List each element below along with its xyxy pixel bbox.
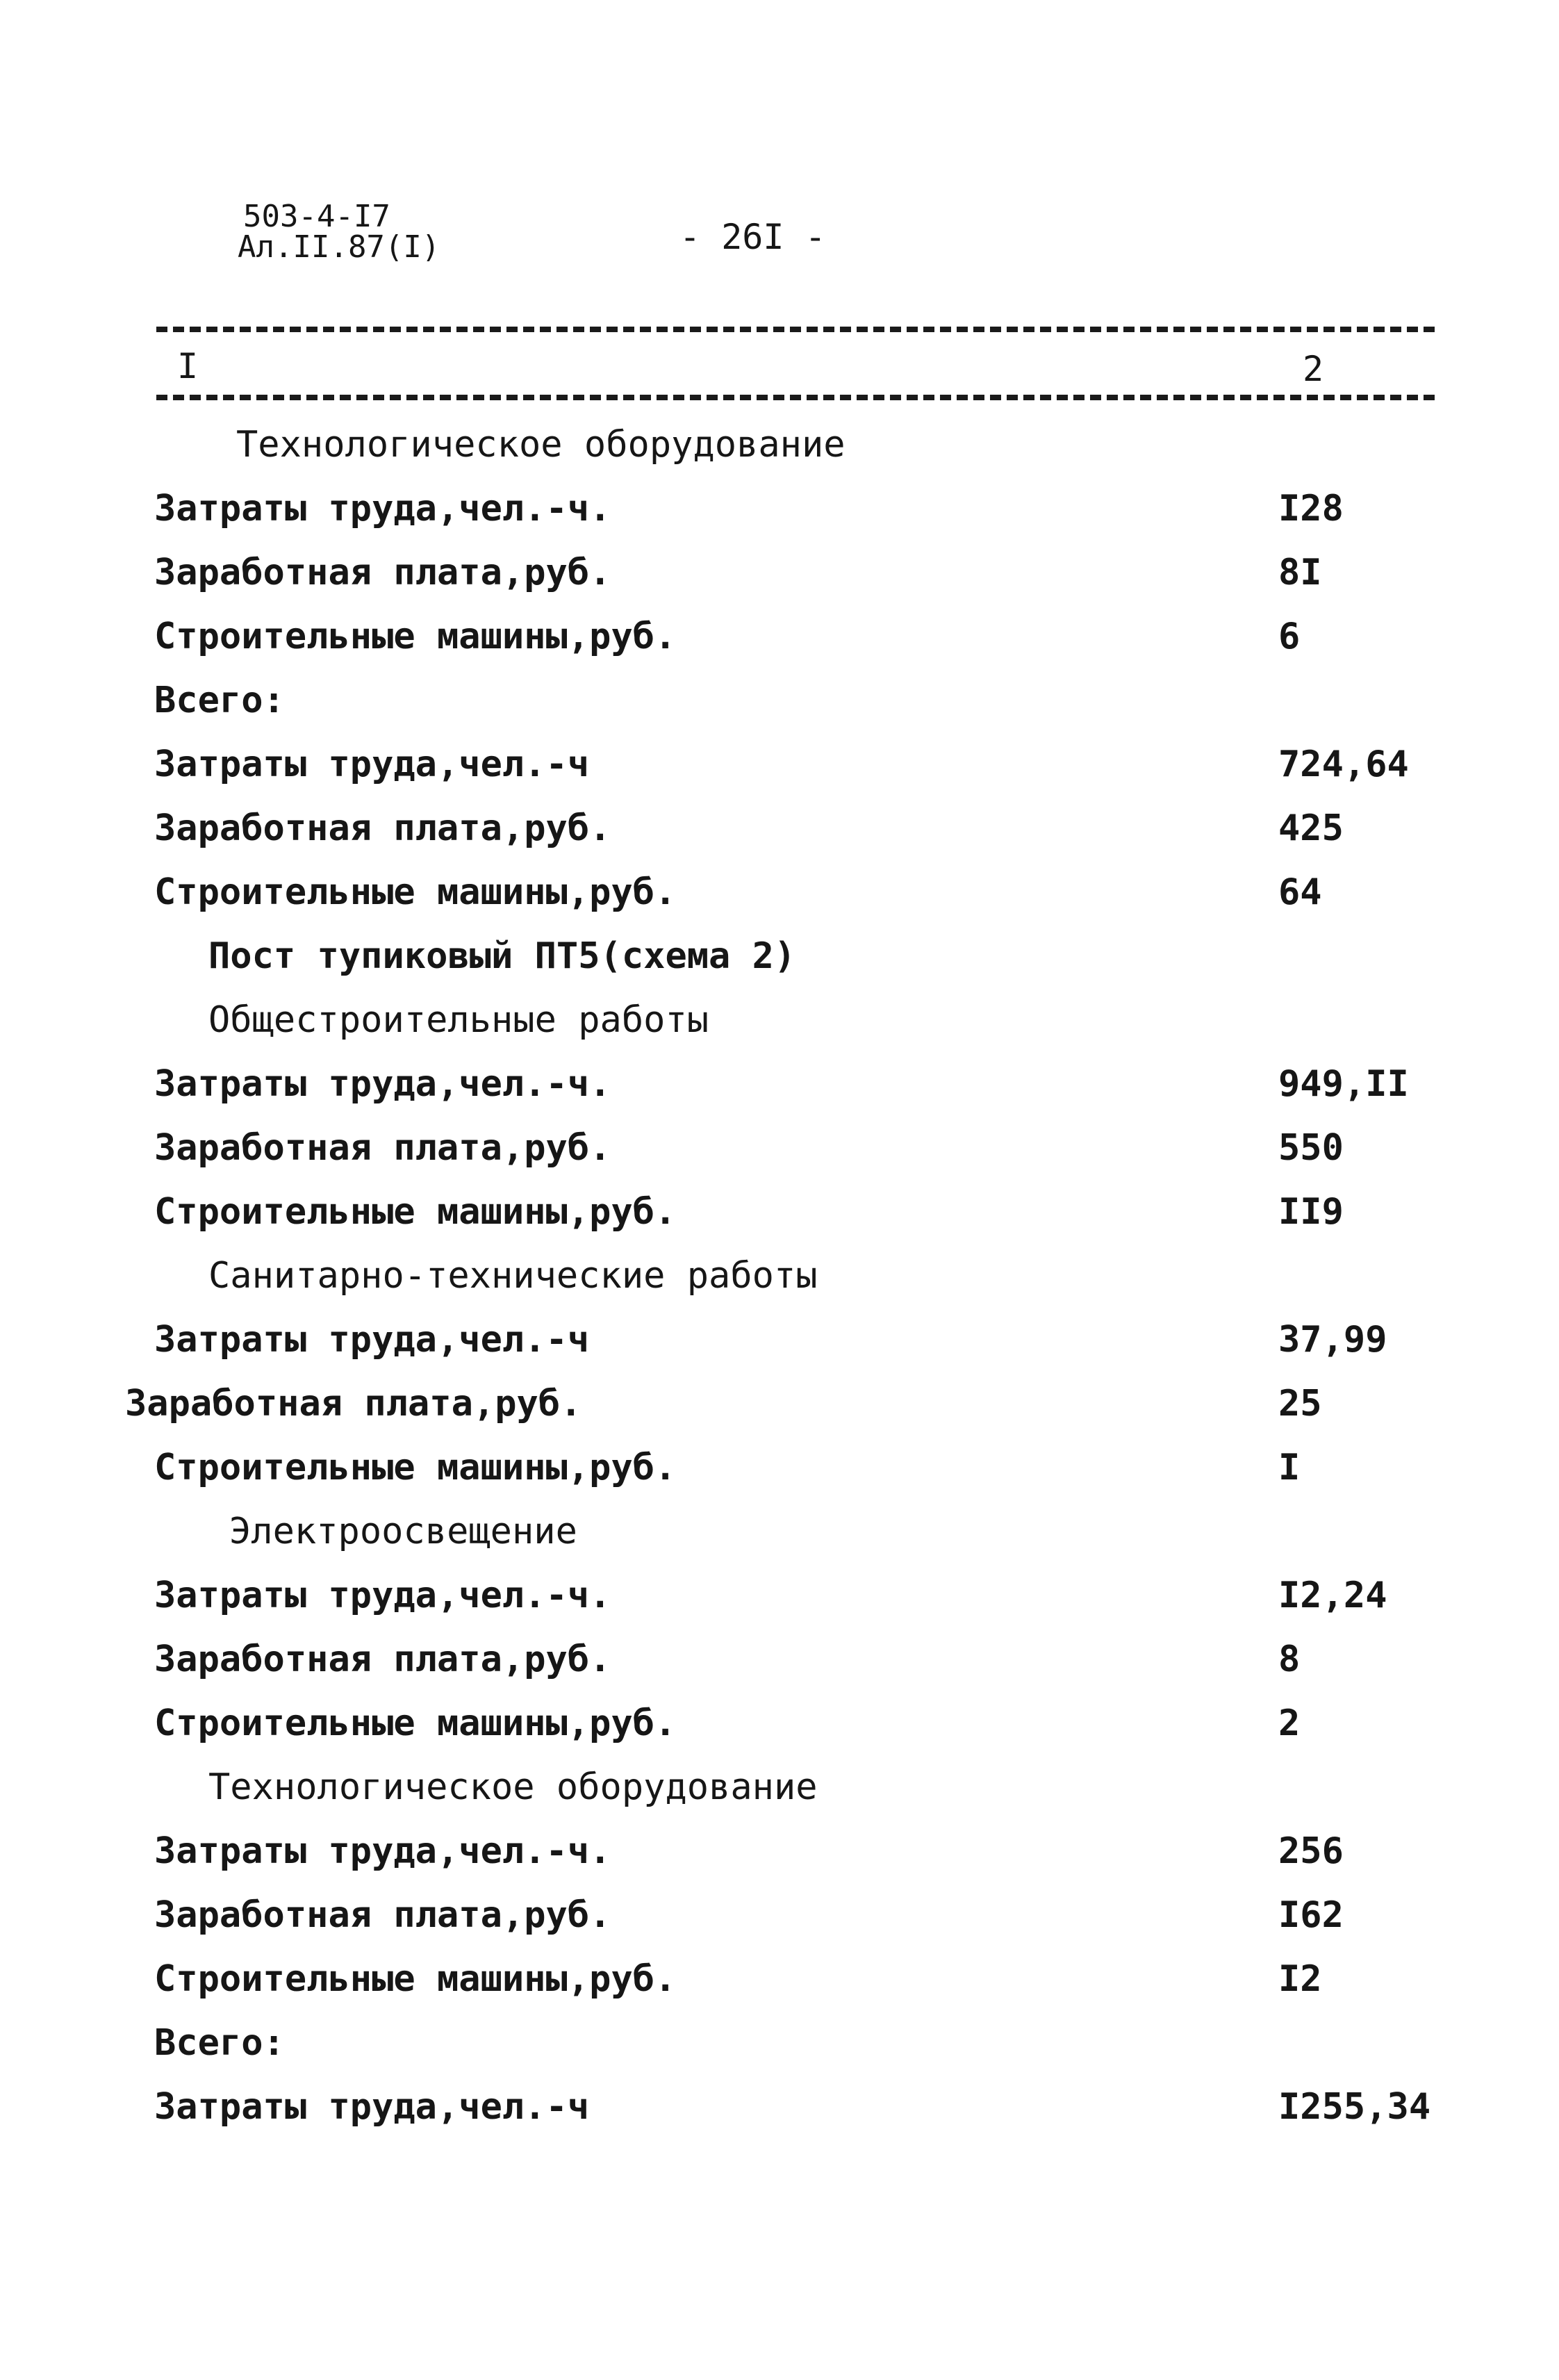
row-label: Строительные машины,руб.: [154, 1702, 677, 1744]
row-label: Строительные машины,руб.: [154, 1191, 677, 1233]
sheet-reference: Ал.II.87(I): [238, 229, 440, 265]
column-header-2: 2: [1303, 349, 1324, 389]
section-heading: Технологическое оборудование: [208, 1766, 818, 1808]
row-value: 64: [1278, 871, 1322, 913]
row-value: 724,64: [1278, 744, 1409, 785]
row-value: 256: [1278, 1830, 1344, 1872]
row-value: 550: [1278, 1127, 1344, 1169]
section-heading: Санитарно-технические работы: [208, 1255, 818, 1297]
row-value: 2: [1278, 1702, 1301, 1744]
row-label: Заработная плата,руб.: [125, 1383, 582, 1425]
section-heading: Пост тупиковый ПТ5(схема 2): [208, 935, 796, 977]
row-label: Заработная плата,руб.: [154, 1894, 611, 1936]
row-label: Затраты труда,чел.-ч.: [154, 1830, 611, 1872]
row-value: 25: [1278, 1383, 1322, 1425]
document-code: 503-4-I7: [243, 199, 390, 234]
row-value: I28: [1278, 488, 1344, 530]
table-header-rule: [156, 395, 1435, 400]
row-value: 949,II: [1278, 1063, 1409, 1105]
row-value: I: [1278, 1447, 1301, 1488]
row-value: I2,24: [1278, 1575, 1387, 1616]
row-value: II9: [1278, 1191, 1344, 1233]
row-label: Затраты труда,чел.-ч: [154, 2086, 590, 2128]
row-label: Затраты труда,чел.-ч: [154, 1319, 590, 1361]
table-top-rule: [156, 327, 1435, 332]
row-label: Заработная плата,руб.: [154, 552, 611, 593]
row-label: Строительные машины,руб.: [154, 1958, 677, 2000]
row-label: Затраты труда,чел.-ч.: [154, 1063, 611, 1105]
row-value: 37,99: [1278, 1319, 1387, 1361]
row-value: I2: [1278, 1958, 1322, 2000]
column-header-1: I: [177, 346, 199, 386]
section-heading: Электроосвещение: [229, 1511, 577, 1552]
section-heading: Общестроительные работы: [208, 999, 709, 1041]
row-label: Всего:: [154, 2022, 285, 2064]
row-value: 8I: [1278, 552, 1322, 593]
row-label: Заработная плата,руб.: [154, 1639, 611, 1680]
page-number: - 26I -: [679, 217, 826, 257]
row-label: Затраты труда,чел.-ч: [154, 744, 590, 785]
row-label: Строительные машины,руб.: [154, 1447, 677, 1488]
row-label: Затраты труда,чел.-ч.: [154, 1575, 611, 1616]
row-label: Строительные машины,руб.: [154, 871, 677, 913]
row-value: 425: [1278, 807, 1344, 849]
row-value: 8: [1278, 1639, 1301, 1680]
row-label: Затраты труда,чел.-ч.: [154, 488, 611, 530]
row-label: Заработная плата,руб.: [154, 807, 611, 849]
row-value: 6: [1278, 616, 1301, 657]
row-value: I255,34: [1278, 2086, 1431, 2128]
section-heading: Технологическое оборудование: [236, 424, 846, 466]
row-label: Строительные машины,руб.: [154, 616, 677, 657]
row-label: Всего:: [154, 680, 285, 721]
row-label: Заработная плата,руб.: [154, 1127, 611, 1169]
row-value: I62: [1278, 1894, 1344, 1936]
